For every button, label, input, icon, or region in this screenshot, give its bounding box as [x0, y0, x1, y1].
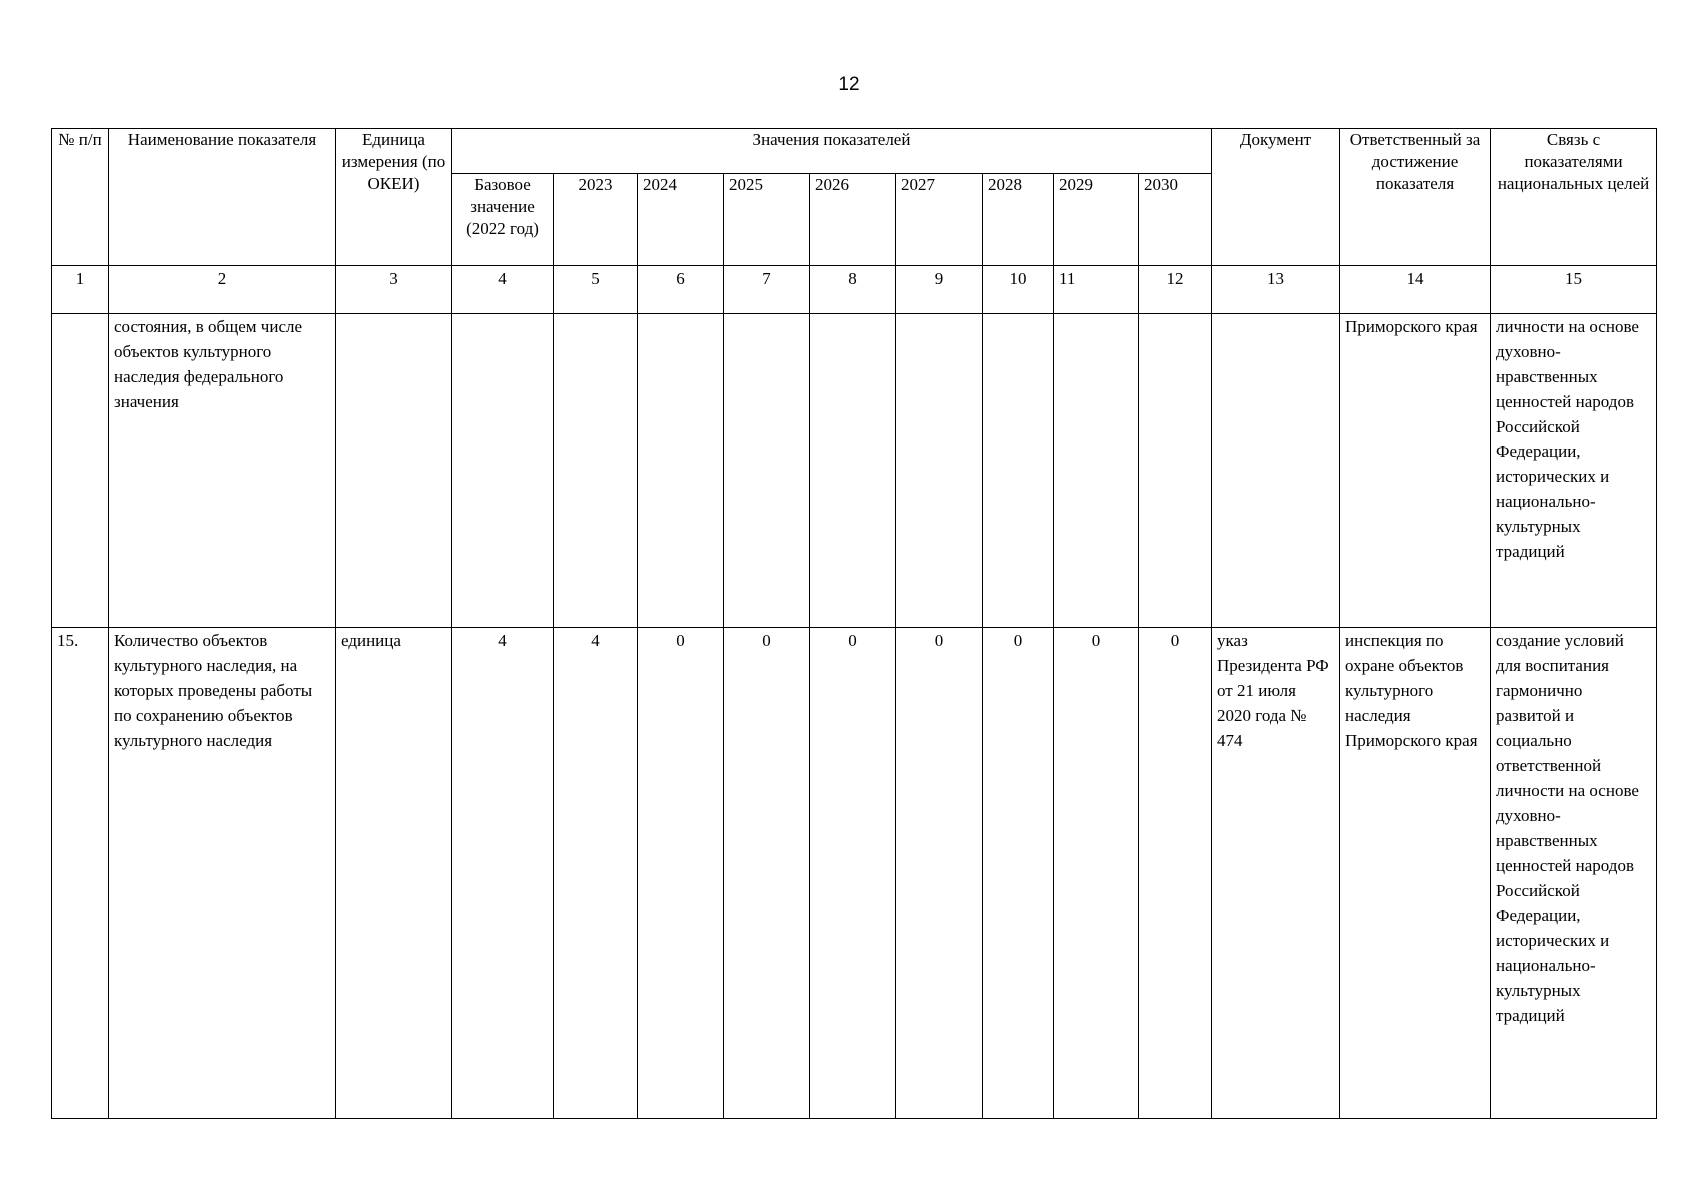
header-name: Наименование показателя	[109, 129, 336, 266]
row-value: 0	[638, 628, 724, 1119]
row-link: создание условий для воспитания гармонично развитой и социально ответственной личности на основе духовно-нравственных ценностей народов Российской Федерации, исторических и национально-культурных традиций	[1491, 628, 1657, 1119]
header-num: № п/п	[52, 129, 109, 266]
row-value: 4	[452, 628, 554, 1119]
row-value: 0	[896, 628, 983, 1119]
column-number: 12	[1139, 266, 1212, 314]
page-number: 12	[838, 74, 860, 95]
row-value: 0	[983, 628, 1054, 1119]
row-name: Количество объектов культурного наследия, на которых проведены работы по сохранению объектов культурного наследия	[109, 628, 336, 1119]
header-year-2028: 2028	[983, 174, 1054, 266]
header-link: Связь с показателями национальных целей	[1491, 129, 1657, 266]
row-value	[1139, 314, 1212, 628]
column-number: 9	[896, 266, 983, 314]
column-number: 14	[1340, 266, 1491, 314]
row-unit: единица	[336, 628, 452, 1119]
row-document	[1212, 314, 1340, 628]
header-year-2030: 2030	[1139, 174, 1212, 266]
row-value	[810, 314, 896, 628]
header-year-2029: 2029	[1054, 174, 1139, 266]
row-value: 0	[1139, 628, 1212, 1119]
row-responsible: инспекция по охране объектов культурного наследия Приморского края	[1340, 628, 1491, 1119]
column-number: 15	[1491, 266, 1657, 314]
column-number: 6	[638, 266, 724, 314]
row-value: 0	[1054, 628, 1139, 1119]
indicators-table	[51, 128, 1657, 1119]
header-year-2025: 2025	[724, 174, 810, 266]
header-responsible: Ответственный за достижение показателя	[1340, 129, 1491, 266]
column-number: 3	[336, 266, 452, 314]
row-value	[896, 314, 983, 628]
column-number: 13	[1212, 266, 1340, 314]
header-row-main	[52, 129, 1657, 174]
row-num: 15.	[52, 628, 109, 1119]
column-number: 8	[810, 266, 896, 314]
column-number: 5	[554, 266, 638, 314]
column-number: 10	[983, 266, 1054, 314]
row-name: состояния, в общем числе объектов культурного наследия федерального значения	[109, 314, 336, 628]
header-year-2027: 2027	[896, 174, 983, 266]
row-link: личности на основе духовно-нравственных ценностей народов Российской Федерации, исторических и национально-культурных традиций	[1491, 314, 1657, 628]
row-value: 0	[810, 628, 896, 1119]
header-unit: Единица измерения (по ОКЕИ)	[336, 129, 452, 266]
row-responsible: Приморского края	[1340, 314, 1491, 628]
table-row	[52, 628, 1657, 1119]
row-value	[724, 314, 810, 628]
row-value	[554, 314, 638, 628]
column-number: 1	[52, 266, 109, 314]
table-row	[52, 314, 1657, 628]
header-year-2023: 2023	[554, 174, 638, 266]
column-number: 11	[1054, 266, 1139, 314]
row-value	[638, 314, 724, 628]
row-value	[1054, 314, 1139, 628]
header-year-2024: 2024	[638, 174, 724, 266]
row-value	[983, 314, 1054, 628]
row-num	[52, 314, 109, 628]
header-base-value: Базовое значение (2022 год)	[452, 174, 554, 266]
column-number-row	[52, 266, 1657, 314]
row-document: указ Президента РФ от 21 июля 2020 года № 474	[1212, 628, 1340, 1119]
column-number: 4	[452, 266, 554, 314]
row-value	[452, 314, 554, 628]
header-values: Значения показателей	[452, 129, 1212, 174]
row-value: 4	[554, 628, 638, 1119]
column-number: 7	[724, 266, 810, 314]
row-value: 0	[724, 628, 810, 1119]
header-year-2026: 2026	[810, 174, 896, 266]
column-number: 2	[109, 266, 336, 314]
header-document: Документ	[1212, 129, 1340, 266]
row-unit	[336, 314, 452, 628]
